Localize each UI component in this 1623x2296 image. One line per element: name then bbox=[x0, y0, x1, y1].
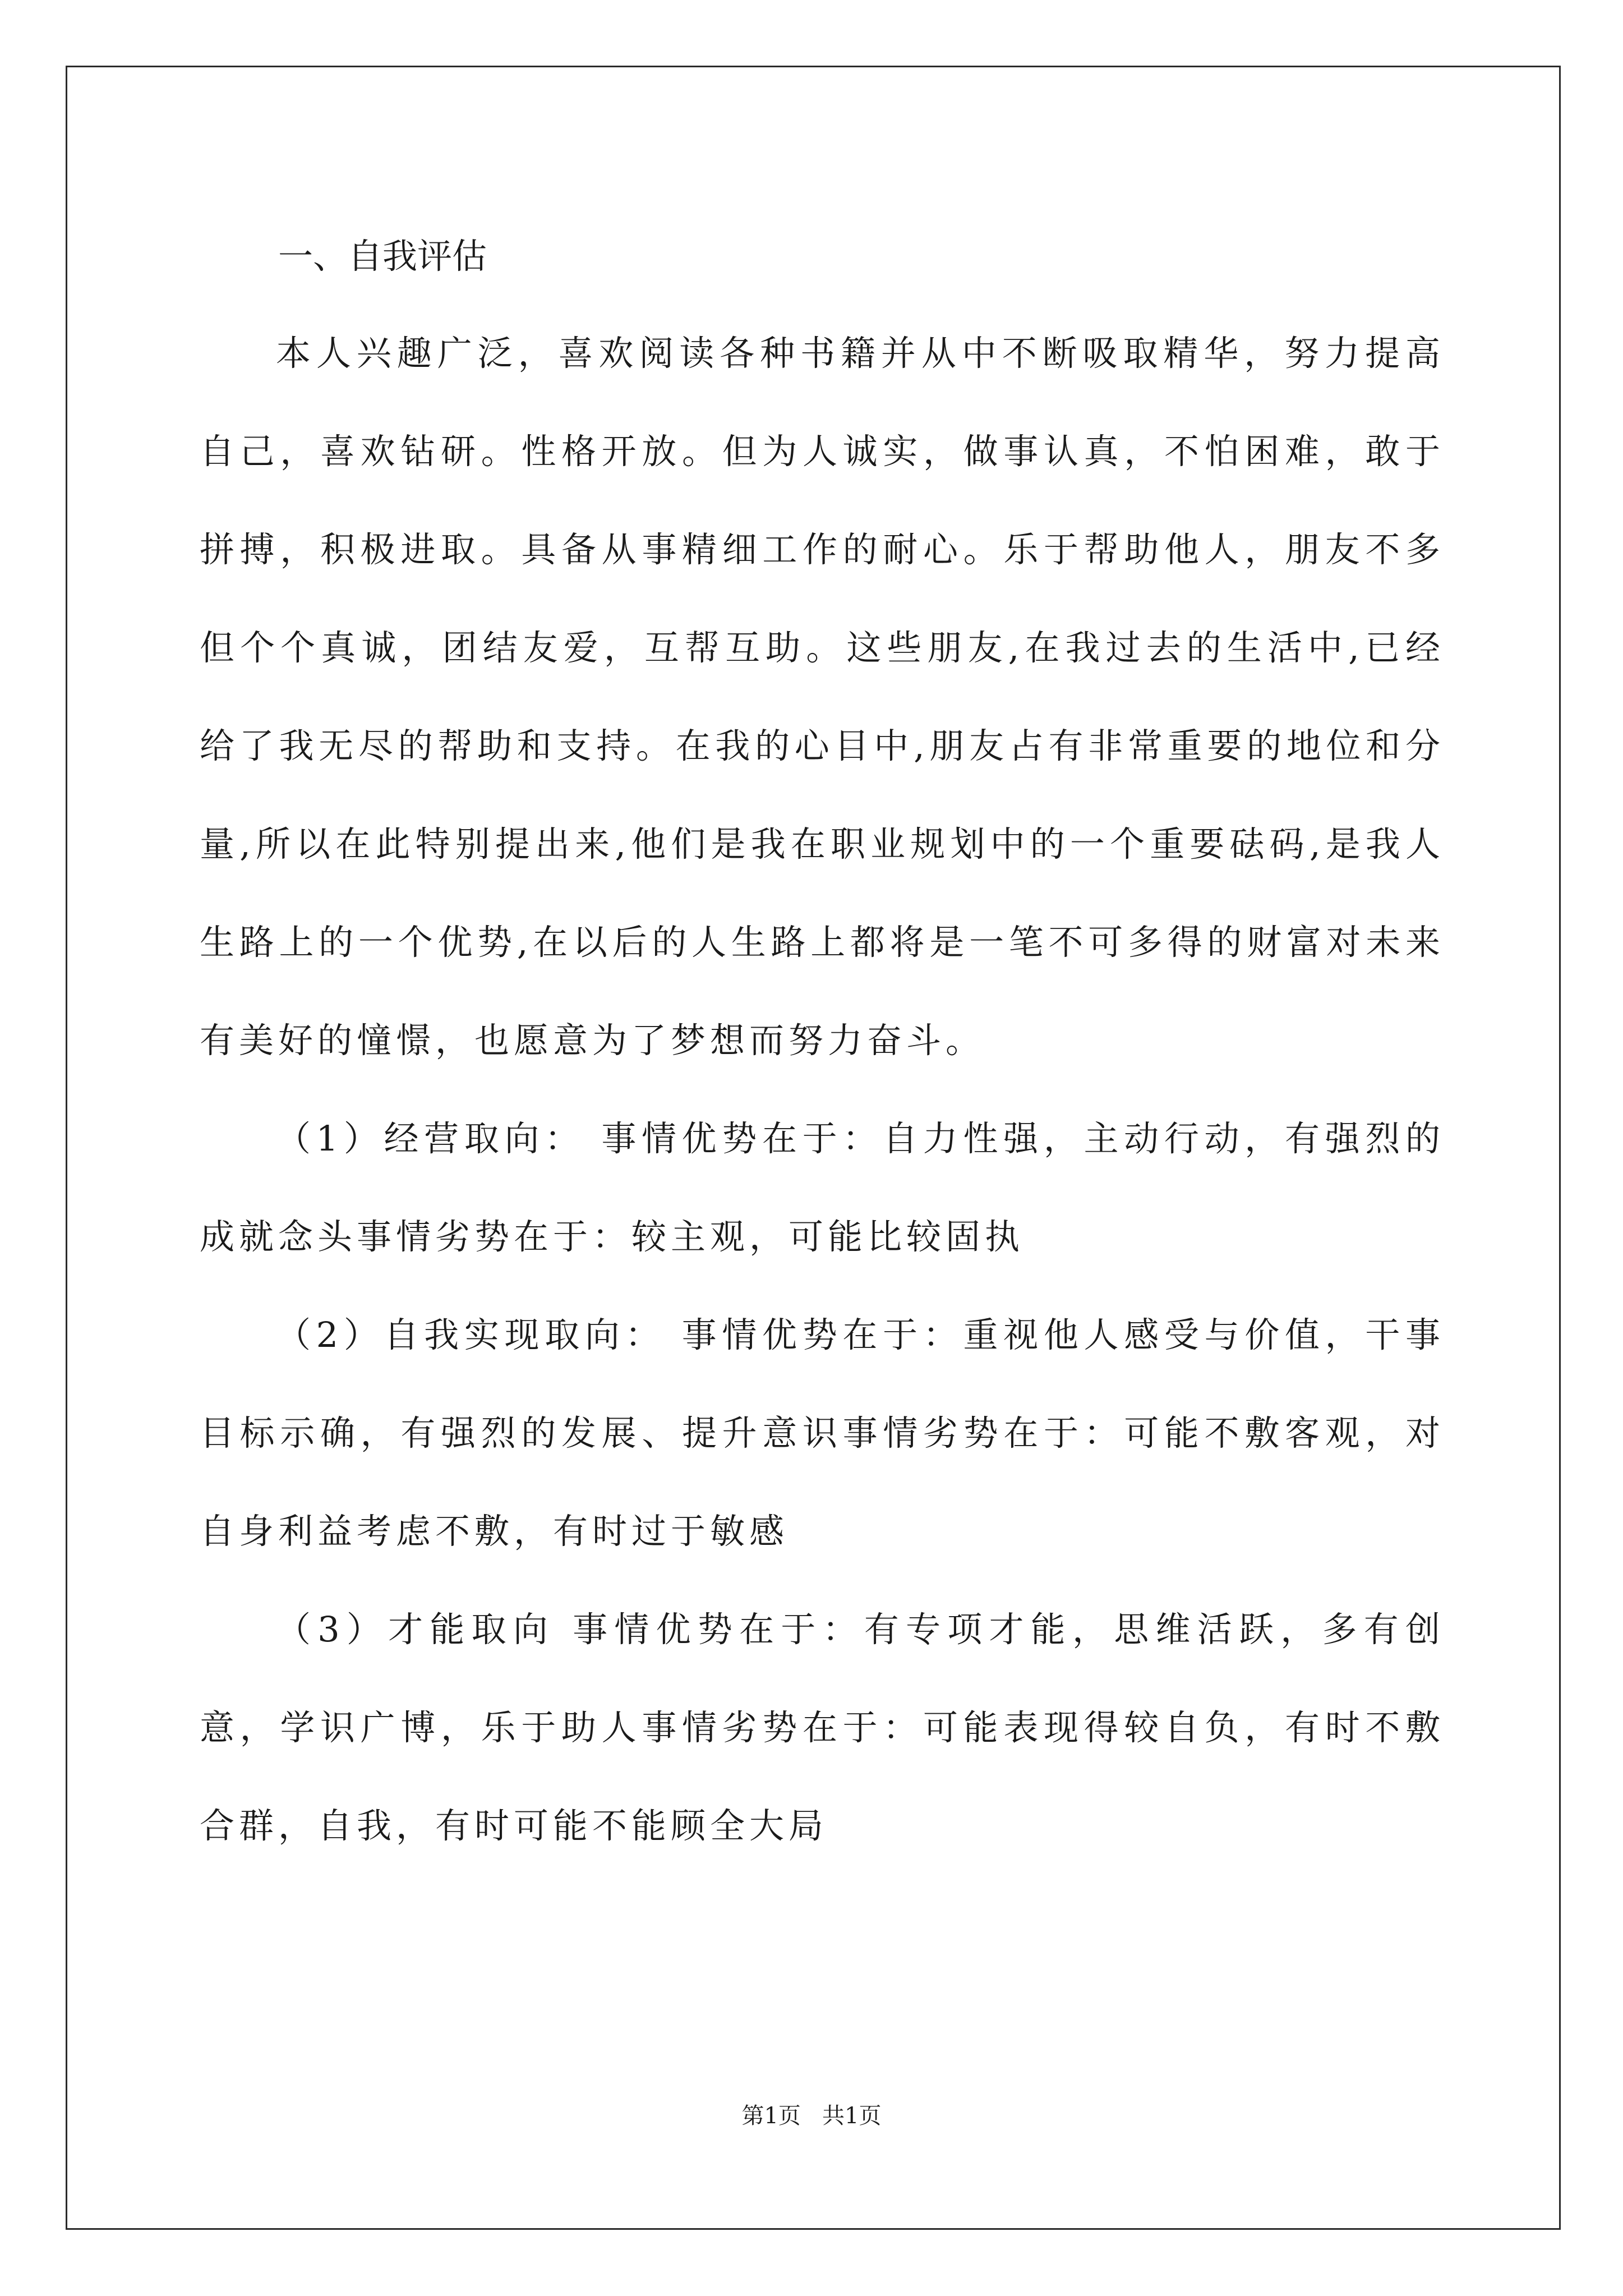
section-heading: 一、自我评估 bbox=[278, 236, 487, 277]
paragraph-talent-orientation: （3）才能取向 事情优势在于：有专项才能，思维活跃，多有创意，学识广博，乐于助人事情劣势在于：可能表现得较自负，有时不敷合群，自我，有时可能不能顾全大局 bbox=[200, 1609, 1445, 1846]
page-footer: 第1页 共1页 bbox=[741, 2103, 882, 2129]
paragraph-business-orientation: （1）经营取向： 事情优势在于：自力性强，主动行动，有强烈的成就念头事情劣势在于：较主观，可能比较固执 bbox=[200, 1118, 1445, 1257]
paragraph-self-realization-orientation: （2）自我实现取向： 事情优势在于：重视他人感受与价值，干事目标示确，有强烈的发展、提升意识事情劣势在于：可能不敷客观，对自身利益考虑不敷，有时过于敏感 bbox=[200, 1314, 1445, 1552]
paragraph-self-assessment: 本人兴趣广泛，喜欢阅读各种书籍并从中不断吸取精华，努力提高自己，喜欢钻研。性格开放。但为人诚实，做事认真，不怕困难，敢于拼搏，积极进取。具备从事精细工作的耐心。乐于帮助他人，朋友不多但个个真诚，团结友爱，互帮互助。这些朋友,在我过去的生活中,已经给了我无尽的帮助和支持。在我的心目中,朋友占有非常重要的地位和分量,所以在此特别提出来,他们是我在职业规划中的一个重要砝码,是我人生路上的一个优势,在以后的人生路上都将是一笔不可多得的财富对未来有美好的憧憬，也愿意为了梦想而努力奋斗。 bbox=[200, 333, 1445, 1061]
document-body bbox=[200, 209, 1445, 1875]
